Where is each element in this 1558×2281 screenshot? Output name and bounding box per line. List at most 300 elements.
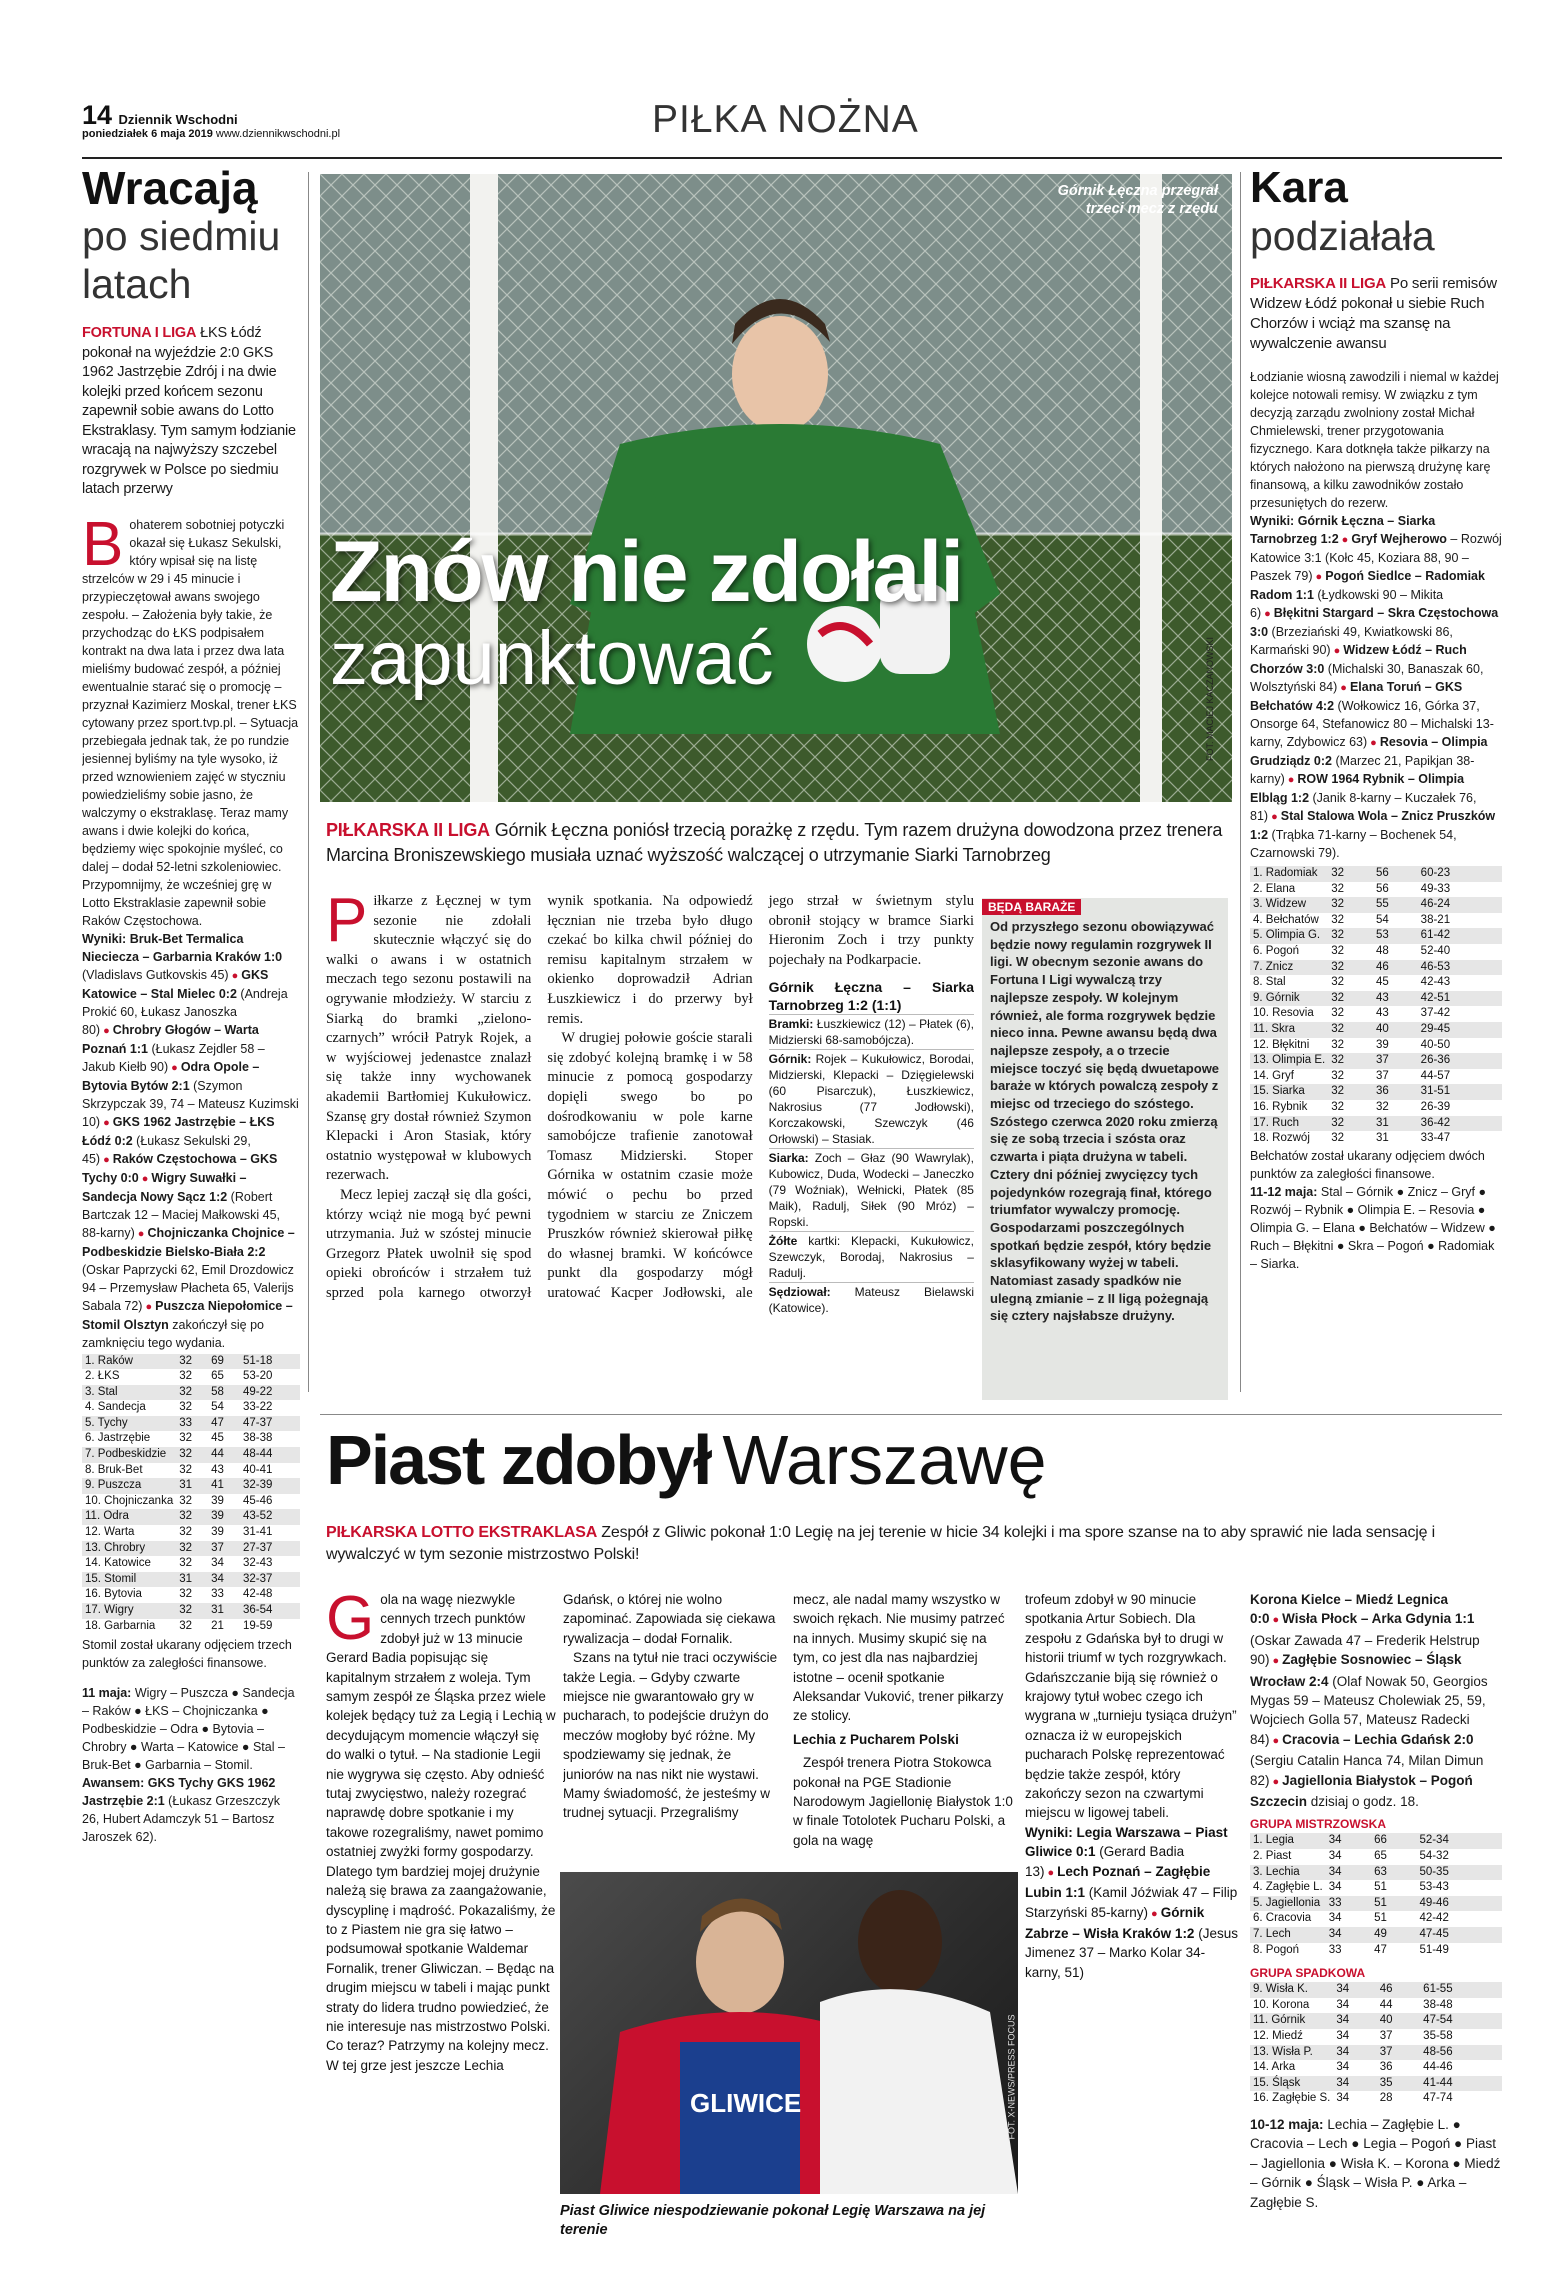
separator-dot <box>1313 569 1326 583</box>
table-cell: 32 <box>179 1354 193 1367</box>
table-cell: 37 <box>211 1541 224 1554</box>
match-scorers: (Brzeziański 49, Kwiatkowski 86, Karmański 90) <box>1250 625 1453 657</box>
table-cell: 47-54 <box>1423 2014 1453 2027</box>
bottom-col-3: mecz, ale nadal mamy wszystko w swoich rękach. Nie musimy patrzeć na innych. Musimy skupić się na tym, co jest dla nas najbardziej istotne – ocenił spotkanie Aleksandar Vuković, trener piłkarzy ze stolicy. Lechia z Pucharem Polski Zespół trenera Piotra Stokowca pokonał na PGE Stadionie Narodowym Jagiellonię Białystok 1:0 w finale Totolotek Pucharu Polski, a gola na wagę <box>793 1592 1013 1848</box>
photo-credit: FOT. MACIEJ KACZANOWSKI <box>1204 636 1215 762</box>
table-row <box>1250 1943 1502 1959</box>
match-result: GKS 1962 Jastrzębie – ŁKS Łódź 0:2 <box>82 1114 275 1148</box>
right-note: Bełchatów został ukarany odjęciem dwóch punktów za zaległości finansowe. <box>1250 1148 1485 1181</box>
table-cell: 33 <box>179 1416 193 1429</box>
separator-dot <box>229 968 242 982</box>
table-cell: 37-42 <box>1420 1007 1451 1020</box>
results-label: Wyniki: <box>82 931 130 946</box>
match-result: Elana Toruń – GKS Bełchatów 4:2 <box>1250 680 1463 713</box>
match-box-row <box>769 1014 974 1049</box>
match-result: Widzew Łódź – Ruch Chorzów 3:0 <box>1250 643 1467 676</box>
match-box-key: Siarka: <box>768 1151 815 1166</box>
table-cell: 51 <box>1374 1881 1387 1894</box>
left-results <box>82 930 300 1352</box>
table-cell: 39 <box>211 1494 224 1507</box>
table-cell: 49 <box>1374 1928 1387 1941</box>
table-cell: 33 <box>1328 1943 1342 1956</box>
table-cell: 34 <box>1328 1850 1342 1863</box>
match-scorers: (Jesus Jimenez 37 – Marko Kolar 34-karny, 51) <box>1025 1925 1238 1980</box>
table-cell: 38-38 <box>242 1432 273 1445</box>
table-row <box>82 1416 300 1432</box>
table-cell: 8. Stal <box>1253 976 1286 989</box>
separator-dot <box>1270 1611 1283 1626</box>
left-awans: Awansem: GKS Tychy GKS 1962 Jastrzębie 2:1 (Łukasz Grzeszczyk 26, Hubert Adamczyk 51 – Bartosz Jaroszek 62). <box>82 1776 281 1845</box>
table-cell: 10. Korona <box>1253 1998 1310 2011</box>
table-cell: 34 <box>1336 1983 1350 1996</box>
match-scorers: (Oskar Paprzycki 62, Emil Drozdowicz 94 – Przemysław Płacheta 65, Valerijs Sabala 72) <box>82 1262 294 1313</box>
table-row <box>1250 913 1502 929</box>
match-box-value: Mateusz Bielawski (Katowice). <box>768 1285 974 1316</box>
table-row <box>1250 897 1502 913</box>
match-result: Puszcza Niepołomice – Stomil Olsztyn <box>82 1298 293 1332</box>
table-cell: 14. Katowice <box>85 1557 151 1570</box>
table-cell: 56 <box>1375 882 1389 895</box>
table-cell: 8. Bruk-Bet <box>85 1463 143 1476</box>
table-cell: 46 <box>1375 960 1389 973</box>
separator-dot <box>1261 606 1274 620</box>
table-row <box>1250 944 1502 960</box>
left-article <box>82 164 300 1854</box>
table-cell: 35 <box>1379 2076 1393 2089</box>
separator-dot <box>139 1171 152 1185</box>
table-cell: 4. Bełchatów <box>1253 913 1319 926</box>
group1-title: GRUPA MISTRZOWSKA <box>1250 1817 1386 1832</box>
match-result: Górnik Zabrze – Wisła Kraków 1:2 <box>1025 1904 1205 1941</box>
table-cell: 32 <box>1331 867 1345 879</box>
right-table <box>1250 866 1502 1147</box>
photo-caption: Górnik Łęczna przegrał trzeci mecz z rzędu <box>1057 183 1218 217</box>
table-cell: 4. Zagłębie L. <box>1253 1881 1323 1894</box>
bottom-next-round: 10-12 maja: Lechia – Zagłębie L. ● Cracovia – Lech ● Legia – Pogoń ● Piast – Jagiellonia ● Wisła K. – Korona ● Miedź – Górnik ● Śląsk – Wisła P. ● Arka – Zagłębie S. <box>1250 2116 1501 2210</box>
match-box-value: Zoch – Głaz (90 Wawrylak), Kubowicz, Duda, Wodecki – Janeczko (79 Woźniak), Wełnicki, Płatek (85 Maik), Radulj, Siłek (90 Mróz) – Ropski. <box>768 1151 974 1230</box>
table-row <box>1250 1880 1502 1896</box>
table-cell: 53-43 <box>1419 1881 1449 1894</box>
table-cell: 12. Warta <box>85 1526 135 1539</box>
table-cell: 2. ŁKS <box>85 1370 120 1383</box>
match-box-row <box>769 1148 974 1231</box>
table-cell: 47 <box>1374 1943 1387 1956</box>
table-cell: 52-34 <box>1419 1834 1449 1847</box>
table-cell: 36-54 <box>242 1604 273 1616</box>
photo-sponsor: GLIWICE <box>690 2088 802 2118</box>
table-cell: 34 <box>1336 2045 1350 2058</box>
table-cell: 51 <box>1374 1912 1387 1925</box>
table-row <box>1250 1911 1502 1927</box>
table-cell: 31 <box>179 1572 193 1585</box>
table-cell: 69 <box>211 1354 224 1367</box>
separator-dot <box>142 1299 155 1313</box>
table-cell: 40 <box>1379 2014 1393 2027</box>
table-cell: 46-53 <box>1420 960 1451 973</box>
table-row <box>82 1400 300 1416</box>
table-row <box>1250 960 1502 976</box>
table-cell: 54 <box>211 1401 224 1414</box>
table-cell: 44-57 <box>1420 1069 1451 1082</box>
table-row <box>1250 1100 1502 1116</box>
table-cell: 50-35 <box>1419 1865 1449 1878</box>
table-cell: 49-33 <box>1420 882 1451 895</box>
table-cell: 34 <box>211 1557 224 1570</box>
table-row <box>1250 1038 1502 1054</box>
table-row <box>82 1603 300 1619</box>
table-cell: 5. Jagiellonia <box>1253 1896 1321 1909</box>
table-row <box>1250 928 1502 944</box>
table-cell: 32 <box>1331 929 1345 942</box>
table-cell: 51-49 <box>1419 1943 1449 1956</box>
table-row <box>1250 1849 1502 1865</box>
table-cell: 39 <box>211 1526 224 1539</box>
match-result: Zagłębie Sosnowiec – Śląsk Wrocław 2:4 <box>1250 1652 1462 1689</box>
table-cell: 33 <box>211 1588 224 1601</box>
table-cell: 53 <box>1375 929 1389 942</box>
table-row <box>1250 2076 1502 2092</box>
table-cell: 17. Wigry <box>85 1604 134 1616</box>
left-headline: Wracają po siedmiu latach <box>82 164 281 307</box>
table-cell: 34 <box>1336 2014 1350 2027</box>
table-cell: 48-56 <box>1423 2045 1453 2058</box>
table-cell: 32 <box>1331 898 1345 911</box>
table-cell: 21 <box>211 1619 224 1632</box>
match-scorers: (Vladislavs Gutkovskis 45) <box>82 967 229 982</box>
match-result: Jagiellonia Białystok – Pogoń Szczecin <box>1250 1772 1473 1810</box>
table-row <box>82 1354 300 1370</box>
table-cell: 34 <box>1336 2092 1350 2105</box>
table-cell: 43-52 <box>242 1510 273 1523</box>
table-cell: 32 <box>1331 1116 1345 1129</box>
table-row <box>82 1525 300 1541</box>
table-cell: 43 <box>211 1463 224 1476</box>
table-cell: 60-23 <box>1420 867 1451 879</box>
table-cell: 14. Gryf <box>1253 1069 1294 1082</box>
match-result: Górnik Łęczna – Siarka Tarnobrzeg 1:2 <box>1250 514 1436 546</box>
table-cell: 26-36 <box>1420 1054 1451 1067</box>
match-result: ROW 1964 Rybnik – Olimpia Elbląg 1:2 <box>1250 772 1465 805</box>
right-next-round: 11-12 maja: Stal – Górnik ● Znicz – Gryf ● Rozwój – Rybnik ● Olimpia E. – Resovia ● Olimpia G. – Elana ● Bełchatów – Widzew ● Ruch – Błękitni ● Skra – Pogoń ● Radomiak – Siarka. <box>1250 1184 1496 1271</box>
table-cell: 52-40 <box>1420 944 1451 957</box>
match-result: Gryf Wejherowo <box>1351 532 1447 546</box>
table-cell: 43 <box>1375 1007 1389 1020</box>
match-scorers: (Szymon Skrzypczak 39, 74 – Mateusz Kuzimski 10) <box>82 1078 299 1129</box>
table-cell: 16. Rybnik <box>1253 1100 1308 1113</box>
section-title: PIŁKA NOŻNA <box>652 98 919 141</box>
bottom-lead: PIŁKARSKA LOTTO EKSTRAKLASA Zespół z Gliwic pokonał 1:0 Legię na jej terenie w hicie 34 kolejki i ma spore szanse na to aby sprawić nie lada sensację i wywalczyć w tym sezonie mistrzostwo Polski! <box>326 1524 1435 1563</box>
table-cell: 32 <box>179 1619 193 1632</box>
table-row <box>82 1509 300 1525</box>
table-cell: 32 <box>179 1401 193 1414</box>
table-cell: 2. Piast <box>1253 1850 1292 1863</box>
table-cell: 31-41 <box>242 1526 273 1539</box>
match-result: Bruk-Bet Termalica Nieciecza – Garbarnia Kraków 1:0 <box>82 931 283 964</box>
match-result: Korona Kielce – Miedź Legnica 0:0 <box>1250 1592 1449 1627</box>
table-cell: 42-51 <box>1420 991 1451 1004</box>
table-cell: 6. Jastrzębie <box>85 1432 151 1445</box>
table-cell: 3. Lechia <box>1253 1865 1300 1878</box>
table-row <box>1250 1896 1502 1912</box>
separator-dot <box>1270 1732 1283 1747</box>
table-cell: 34 <box>1336 1998 1350 2011</box>
table-row <box>1250 2045 1502 2061</box>
match-box-value: Łuszkiewicz (12) – Płatek (6), Midzierski 68-samobójcza). <box>768 1017 974 1048</box>
table-cell: 32 <box>1331 944 1345 957</box>
table-row <box>1250 2091 1502 2107</box>
table-cell: 32 <box>179 1494 193 1507</box>
separator-dot <box>100 1023 113 1037</box>
table-cell: 31-51 <box>1420 1085 1451 1098</box>
table-cell: 18. Garbarnia <box>85 1619 156 1632</box>
table-cell: 26-39 <box>1420 1100 1451 1113</box>
table-cell: 40-41 <box>242 1463 273 1476</box>
table-cell: 47-37 <box>242 1416 273 1429</box>
table-row <box>1250 1022 1502 1038</box>
table-cell: 51 <box>1374 1896 1387 1909</box>
table-cell: 32 <box>179 1526 193 1539</box>
table-row <box>82 1478 300 1494</box>
table-row <box>1250 1069 1502 1085</box>
table-cell: 33-22 <box>242 1401 273 1414</box>
table-cell: 36 <box>1379 2061 1393 2074</box>
bottom-divider <box>320 1414 1502 1415</box>
table-cell: 37 <box>1375 1054 1389 1067</box>
table-cell: 5. Tychy <box>85 1416 128 1429</box>
table-row <box>1250 1833 1502 1849</box>
table-cell: 19-59 <box>242 1619 273 1632</box>
table-cell: 32 <box>179 1463 193 1476</box>
table-cell: 32 <box>1331 1038 1345 1051</box>
table-cell: 36-42 <box>1420 1116 1451 1129</box>
table-cell: 38-48 <box>1423 1998 1453 2011</box>
right-divider <box>1240 172 1241 1392</box>
separator-dot <box>100 1115 113 1129</box>
table-row <box>82 1369 300 1385</box>
table-cell: 32 <box>1331 1100 1345 1113</box>
table-cell: 7. Znicz <box>1253 960 1294 973</box>
table-cell: 41-44 <box>1423 2076 1453 2089</box>
separator-dot <box>1339 532 1352 546</box>
table-cell: 1. Radomiak <box>1253 867 1318 879</box>
table-cell: 32 <box>179 1385 193 1398</box>
match-scorers: (Wołkowicz 16, Górka 37, Onsorge 64, Stefanowicz 80 – Michalski 13-karny, Zdybowicz 63) <box>1250 699 1494 749</box>
page-header <box>82 98 1510 158</box>
table-cell: 38-21 <box>1420 913 1451 926</box>
table-cell: 39 <box>211 1510 224 1523</box>
table-cell: 2. Elana <box>1253 882 1296 895</box>
baraze-box <box>982 898 1228 1400</box>
table-cell: 36 <box>1375 1085 1389 1098</box>
bottom-photo-credit: FOT. X-NEWS/PRESS FOCUS <box>1006 2014 1017 2140</box>
match-box-row <box>769 1282 974 1317</box>
table-cell: 32-37 <box>242 1572 273 1585</box>
bottom-col-4: trofeum zdobył w 90 minucie spotkania Artur Sobiech. Dla zespołu z Gdańska był to drugi w historii triumf w tych rozgrywkach. Gdańszczanie biją się również o krajowy tytuł wobec czego ich wygrana w „turnieju tysiąca drużyn” oznacza iż w europejskich pucharach Polskę reprezentować będzie także zespół, który zakończy sezon na czwartymi miejscu w ligowej tabeli. Wyniki: Legia Warszawa – Piast Gliwice 0:1 (Gerard Badia 13)● Lech Poznań – Zagłębie Lubin 1:1 (Kamil Jóźwiak 47 – Filip Starzyński 85-karny)● Górnik Zabrze – Wisła Kraków 1:2 (Jesus Jimenez 37 – Marko Kolar 34-karny, 51) <box>1025 1590 1240 2250</box>
table-cell: 27-37 <box>242 1541 273 1554</box>
table-cell: 53-20 <box>242 1370 273 1383</box>
separator-dot <box>1045 1864 1058 1879</box>
bottom-photo <box>560 1872 1018 2194</box>
right-body: Łodzianie wiosną zawodzili i niemal w każdej kolejce notowali remisy. W związku z tym decyzją zarządu zwolniony został Michał Chmielewski, trener przygotowania fizycznego. Kara dotknęła także piłkarzy na których nałożono na pierwszą drużynę karę finansową, a kilku zawodników zostało przesuniętych do rezerw. <box>1250 370 1499 510</box>
table-row <box>1250 1006 1502 1022</box>
table-cell: 9. Wisła K. <box>1253 1983 1308 1996</box>
match-result: Lech Poznań – Zagłębie Lubin 1:1 <box>1025 1863 1211 1901</box>
match-box-key: Sędziował: <box>768 1285 855 1300</box>
group2-title: GRUPA SPADKOWA <box>1250 1966 1366 1981</box>
left-body2: Przypomnijmy, że wcześniej grę w Lotto Ekstraklasie zapewnił sobie Raków Częstochowa. <box>82 877 272 928</box>
match-scorers: (Trąbka 71-karny – Bochenek 54, Czarnowski 79). <box>1250 828 1457 860</box>
table-cell: 6. Cracovia <box>1253 1912 1312 1925</box>
table-cell: 46-24 <box>1420 898 1451 911</box>
table-cell: 32 <box>1331 882 1345 895</box>
table-cell: 13. Olimpia E. <box>1253 1054 1326 1067</box>
table-row <box>82 1541 300 1557</box>
table-cell: 48 <box>1375 944 1389 957</box>
match-result: Pogoń Siedlce – Radomiak Radom 1:1 <box>1250 569 1485 602</box>
table-cell: 17. Ruch <box>1253 1116 1300 1129</box>
table-cell: 44-46 <box>1423 2061 1453 2074</box>
right-results <box>1250 512 1502 862</box>
table-cell: 9. Górnik <box>1253 991 1300 1004</box>
table-cell: 46 <box>1379 1983 1393 1996</box>
table-cell: 13. Chrobry <box>85 1541 146 1554</box>
table-cell: 34 <box>1336 2030 1350 2042</box>
table-cell: 1. Legia <box>1253 1834 1294 1847</box>
table-cell: 32 <box>1331 1007 1345 1020</box>
table-cell: 34 <box>1328 1912 1342 1925</box>
table-cell: 32 <box>1331 960 1345 973</box>
match-result: Chrobry Głogów – Warta Poznań 1:1 <box>82 1022 259 1056</box>
match-box-value: Rojek – Kukułowicz, Borodai, Midzierski, Klepacki – Dzięgielewski (60 Pisarczuk), Łuszkiewicz, Nakrosius (77 Jodłowski), Korczakowski, Szewczyk (46 Orłowski) – Stasiak. <box>768 1052 974 1147</box>
left-next-round: 11 maja: Wigry – Puszcza ● Sandecja – Raków ● ŁKS – Chojniczanka ● Podbeskidzie – Odra ● Bytovia – Chrobry ● Warta – Katowice ● Stal – Bruk-Bet ● Garbarnia – Stomil. <box>82 1686 295 1773</box>
match-scorers: (Janik 8-karny – Kuczałek 76, 81) <box>1250 791 1477 823</box>
table-cell: 51-18 <box>242 1354 273 1367</box>
table-cell: 41 <box>211 1479 224 1492</box>
table-cell: 16. Zagłębie S. <box>1253 2092 1331 2105</box>
table-cell: 16. Bytovia <box>85 1588 142 1601</box>
table-cell: 33-47 <box>1420 1132 1451 1145</box>
table-row <box>82 1587 300 1603</box>
table-cell: 32 <box>1331 976 1345 989</box>
results-label: Wyniki: <box>1250 514 1298 528</box>
table-cell: 34 <box>1328 1834 1342 1847</box>
table-cell: 28 <box>1379 2092 1393 2105</box>
match-scorers: (Kamil Jóźwiak 47 – Filip Starzyński 85-karny) <box>1025 1885 1238 1920</box>
table-cell: 42-42 <box>1419 1912 1449 1925</box>
table-cell: 32 <box>179 1588 193 1601</box>
match-box-row <box>769 1049 974 1148</box>
group1-table <box>1250 1833 1502 1958</box>
table-cell: 32 <box>179 1510 193 1523</box>
match-scorers: (Sergiu Catalin Hanca 74, Milan Dimun 82) <box>1250 1753 1484 1788</box>
table-row <box>82 1385 300 1401</box>
match-box-key: Żółte <box>768 1234 809 1249</box>
main-photo <box>320 174 1232 802</box>
table-cell: 32 <box>1375 1100 1389 1113</box>
table-cell: 31 <box>1375 1132 1389 1145</box>
table-cell: 31 <box>1375 1116 1389 1129</box>
table-cell: 32 <box>1331 1132 1345 1145</box>
bottom-photo-caption: Piast Gliwice niespodziewanie pokonał Legię Warszawa na jej terenie <box>560 2203 986 2238</box>
table-cell: 43 <box>1375 991 1389 1004</box>
match-scorers: (Łukasz Sekulski 29, 45) <box>82 1133 251 1166</box>
table-cell: 12. Błękitni <box>1253 1038 1310 1051</box>
left-body: Bohaterem sobotniej potyczki okazał się Łukasz Sekulski, który wpisał się na listę strzelców w 29 i 45 minucie i przypieczętował awans swojego zespołu. – Założenia były takie, że przychodząc do ŁKS podpisałem kontrakt na dwa lata i przez dwa lata mieliśmy budować zespół, a później ewentualnie starać się o promocję – przyznał Kazimierz Moskal, trener ŁKS cytowany przez sport.tvp.pl. – Sytuacja przebiegała jednak tak, że po rundzie jesiennej byliśmy na tyle wysoko, iż przed wznowieniem zajęć w styczniu powiedzieliśmy sobie jasno, że walczymy o ekstraklasę. Teraz mamy awans i dwie kolejki do końca, będziemy więc spokojnie myśleć, co dalej – dodał 52-letni szkoleniowiec. <box>82 509 299 874</box>
table-cell: 32 <box>179 1557 193 1570</box>
table-cell: 34 <box>1336 2076 1350 2089</box>
baraze-text: Od przyszłego sezonu obowiązywać będzie nowy regulamin rozgrywek II ligi. W obecnym sezonie awans do Fortuna I Ligi wywalczą trzy najlepsze zespoły. W kolejnym również, ale forma rozgrywek będzie nieco inna. Pewne awansu będą dwa najlepsze zespoły, a o trzecie miejsce toczyć się będą dwuetapowe baraże w których powalczą zespoły z miejsc od trzeciego do szóstego. Szóstego czerwca 2020 roku zmierzą się ze sobą trzecia i szósta oraz czwarta i piąta drużyna w tabeli. Cztery dni później zwycięzcy tych pojedynków rozegrają finał, którego triumfator wywalczy promocję. Gospodarzami poszczególnych spotkań będzie zespół, który będzie sklasyfikowany wyżej w tabeli. Natomiast zasady spadków nie ulegną zmianie – z II ligą pożegnają się cztery najsłabsze drużyny. <box>990 919 1220 1324</box>
table-cell: 61-42 <box>1420 929 1451 942</box>
group2-table <box>1250 1982 1502 2107</box>
table-cell: 42-43 <box>1420 976 1451 989</box>
table-cell: 11. Odra <box>85 1510 129 1523</box>
match-scorers: (Andreja Prokić 60, Łukasz Janoszka 80) <box>82 986 288 1037</box>
bottom-col-2: Gdańsk, o której nie wolno zapominać. Zapowiada się ciekawa rywalizacja – dodał Fornalik. Szans na tytuł nie traci oczywiście także Legia. – Gdyby czwarte miejsce nie gwarantowało gry w pucharach, to podejście drużyn do meczów mogłoby być różne. My spodziewamy się jednak, że juniorów na nas nikt nie wystawi. Mamy świadomość, że jesteśmy w trudnej sytuacji. Przegraliśmy <box>563 1592 778 1821</box>
match-result: Cracovia – Lechia Gdańsk 2:0 <box>1282 1731 1474 1747</box>
match-result: Chojniczanka Chojnice – Podbeskidzie Bielsko-Biała 2:2 <box>82 1225 295 1259</box>
site-url[interactable]: www.dziennikwschodni.pl <box>215 128 341 140</box>
match-scorers: – Rozwój Katowice 3:1 (Kołc 45, Koziara 88, 90 – Paszek 79) <box>1250 532 1502 583</box>
table-cell: 32 <box>1331 1022 1345 1035</box>
match-result: Wisła Płock – Arka Gdynia 1:1 <box>1282 1611 1475 1627</box>
table-cell: 42-48 <box>242 1588 273 1601</box>
table-row <box>1250 1131 1502 1147</box>
table-cell: 65 <box>211 1370 224 1383</box>
table-cell: 34 <box>1336 2061 1350 2074</box>
table-row <box>1250 1865 1502 1881</box>
bottom-results-col <box>1250 1590 1502 2280</box>
match-scorers: (Łukasz Zejdler 58 – Jakub Kiełb 90) <box>82 1041 265 1074</box>
table-cell: 40-50 <box>1420 1038 1451 1051</box>
separator-dot <box>1331 643 1344 657</box>
table-cell: 45-46 <box>242 1494 273 1507</box>
table-cell: 56 <box>1375 867 1389 879</box>
match-box-value: kartki: Klepacki, Kukułowicz, Szewczyk, Borodaj, Nakrosius – Radulj. <box>768 1234 974 1281</box>
left-table <box>82 1354 300 1635</box>
table-cell: 32-43 <box>242 1557 273 1570</box>
table-cell: 32-39 <box>242 1479 273 1492</box>
table-cell: 3. Stal <box>85 1385 118 1398</box>
table-cell: 5. Olimpia G. <box>1253 929 1321 942</box>
table-cell: 35-58 <box>1423 2030 1453 2042</box>
goal-net-graphic <box>320 174 1232 802</box>
table-cell: 39 <box>1375 1038 1389 1051</box>
table-row <box>82 1463 300 1479</box>
separator-dot <box>1337 680 1350 694</box>
table-cell: 63 <box>1374 1865 1387 1878</box>
table-row <box>1250 1084 1502 1100</box>
table-cell: 32 <box>1331 1069 1345 1082</box>
players-graphic <box>560 1872 1018 2194</box>
table-row <box>1250 2060 1502 2076</box>
paper-name: Dziennik Wschodni <box>118 112 238 127</box>
table-cell: 66 <box>1374 1834 1387 1847</box>
table-cell: 8. Pogoń <box>1253 1943 1300 1956</box>
main-headline: Znów nie zdołali zapunktować <box>330 524 963 701</box>
table-row <box>82 1572 300 1588</box>
table-cell: 47 <box>211 1416 224 1429</box>
table-cell: 31 <box>211 1604 224 1616</box>
match-result: Stal Stalowa Wola – Znicz Pruszków 1:2 <box>1250 809 1496 842</box>
separator-dot <box>1268 809 1281 823</box>
bottom-col-1: Gola na wagę niezwykle cennych trzech punktów zdobył już w 13 minucie Gerard Badia popisując się kapitalnym strzałem z woleja. Tym samym zespół ze Śląska przez wiele kolejek będący tuż za Legią i Lechią w decydującym momencie włączył się do walki o tytuł. – Na stadionie Legii nie wygrywa się często. Aby odnieść tutaj zwycięstwo, należy rozegrać naprawdę dobre spotkanie i my takowe rozegraliśmy, nawet pomimo ostatniej zwyżki formy gospodarzy. Dlatego tym bardziej mojej drużynie należą się brawa za zaangażowanie, dyscyplinę i mądrość. Pokazaliśmy, że to z Piastem nie gra się łatwo – podsumował spotkanie Waldemar Fornalik, trener Gliwiczan. – Będąc na drugim miejscu w tabeli i mając punkt straty do lidera trudno powiedzieć, że nie interesuje nas mistrzostwo Polski. Co teraz? Patrzymy na kolejny mecz. W tej grze jest jeszcze Lechia <box>326 1590 556 2073</box>
table-cell: 47-74 <box>1423 2092 1453 2105</box>
table-row <box>1250 866 1502 882</box>
header-rule <box>82 157 1502 159</box>
right-article <box>1250 164 1502 1404</box>
table-row <box>82 1431 300 1447</box>
table-cell: 7. Lech <box>1253 1928 1291 1941</box>
